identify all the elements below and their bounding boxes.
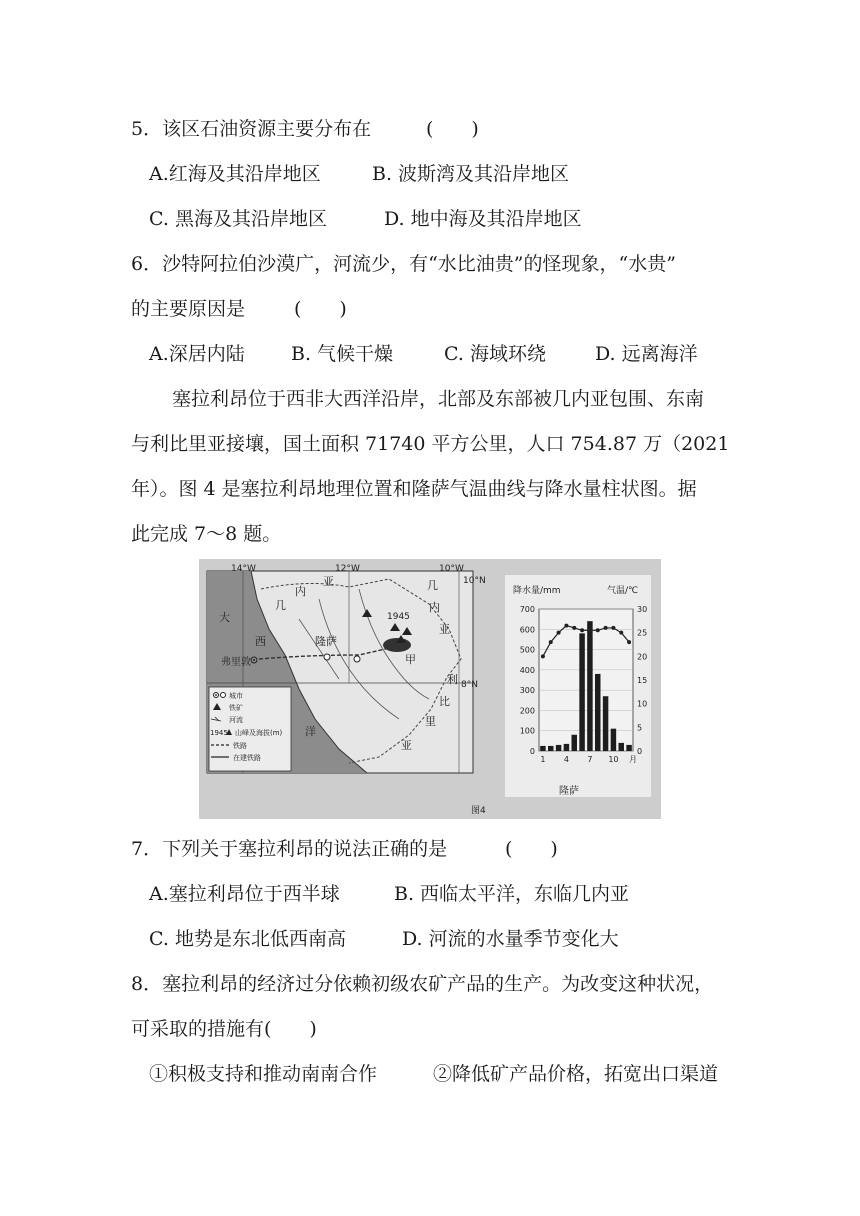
precip-bar [595, 674, 600, 751]
label-jia: 甲 [405, 653, 416, 666]
precip-bar [587, 621, 592, 751]
legend-peak-prefix: 1945 [210, 729, 228, 737]
label-guinea-east-1: 几 [427, 579, 438, 592]
precip-bar [556, 745, 561, 751]
right-tick-label: 20 [637, 652, 648, 662]
x-tick-label: 1 [540, 755, 546, 764]
q5-paren: ( ) [426, 118, 479, 140]
left-tick-label: 700 [519, 605, 535, 614]
temperature-point [572, 626, 576, 630]
passage-line4: 此完成 7～8 题。 [131, 523, 282, 545]
passage-line3: 年）。图 4 是塞拉利昂地理位置和隆萨气温曲线与降水量柱状图。据 [131, 478, 697, 500]
left-tick-label: 400 [519, 665, 535, 675]
temperature-point [588, 628, 592, 632]
label-guinea-east-3: 亚 [439, 623, 450, 636]
lon-label-14w: 14°W [231, 564, 256, 574]
left-tick-label: 500 [519, 645, 535, 655]
label-liberia-2: 比 [439, 695, 450, 708]
precip-bar [611, 729, 616, 751]
label-atlantic-2: 西 [255, 635, 266, 648]
q6-paren: ( ) [294, 298, 347, 320]
x-unit-label: 月 [629, 755, 637, 764]
left-tick-label: 600 [519, 625, 535, 635]
q5-option-c: C. 黑海及其沿岸地区 [149, 208, 327, 230]
passage-line1: 塞拉利昂位于西非大西洋沿岸，北部及东部被几内亚包围、东南 [172, 388, 705, 410]
lon-label-12w: 12°W [335, 564, 360, 574]
temperature-point [611, 626, 615, 630]
x-tick-label: 4 [563, 755, 569, 764]
label-guinea-2: 内 [295, 585, 306, 598]
right-tick-label: 5 [637, 723, 643, 733]
precip-bar [603, 696, 608, 751]
q7-option-d: D. 河流的水量季节变化大 [402, 928, 619, 950]
iron-deposit [383, 638, 411, 652]
right-tick-label: 30 [637, 605, 648, 614]
q5-option-b: B. 波斯湾及其沿岸地区 [372, 163, 570, 185]
q8-option-1: ①积极支持和推动南南合作 [149, 1063, 378, 1085]
temperature-point [557, 631, 561, 635]
q8-stem-line1: 8．塞拉利昂的经济过分依赖初级农矿产品的生产。为改变这种状况， [131, 973, 714, 995]
climate-chart [520, 605, 647, 764]
label-liberia-4: 亚 [401, 739, 412, 752]
lat-label-8n: 8°N [461, 680, 478, 690]
precip-bar [619, 743, 624, 751]
city-icon [354, 656, 360, 662]
label-freetown: 弗里敦 [221, 657, 251, 668]
precip-bar [548, 746, 553, 751]
label-atlantic-1: 大 [219, 611, 230, 624]
temperature-point [541, 654, 545, 658]
temperature-point [619, 631, 623, 635]
precip-bar [564, 744, 569, 751]
x-tick-label: 7 [587, 755, 593, 764]
label-liberia-3: 里 [425, 715, 436, 728]
legend-city: 城市 [229, 692, 243, 700]
q6-stem-line2: 的主要原因是 [131, 298, 246, 320]
label-guinea-1: 几 [275, 599, 286, 612]
precip-bar [540, 746, 545, 751]
precip-bar [572, 735, 577, 751]
left-tick-label: 100 [519, 726, 535, 736]
left-tick-label: 200 [519, 706, 535, 716]
label-guinea-east-2: 内 [429, 601, 440, 614]
temperature-point [604, 626, 608, 630]
legend-railway: 铁路 [233, 742, 247, 750]
legend-peak: 山峰及海拔(m) [235, 729, 283, 737]
q6-option-b: B. 气候干燥 [291, 343, 394, 365]
q7-option-c: C. 地势是东北低西南高 [149, 928, 346, 950]
left-tick-label: 0 [529, 747, 535, 756]
chart-title: 隆萨 [559, 786, 579, 797]
precip-bar [579, 633, 584, 751]
right-tick-label: 15 [637, 676, 648, 685]
temperature-point [549, 640, 553, 644]
legend-iron: 铁矿 [229, 704, 243, 712]
q5-option-a: A.红海及其沿岸地区 [149, 163, 321, 185]
right-tick-label: 25 [637, 628, 648, 638]
right-axis-title: 气温/℃ [607, 586, 639, 596]
figure-4-svg [199, 559, 661, 819]
label-atlantic-3: 洋 [305, 725, 316, 738]
right-tick-label: 10 [637, 699, 648, 709]
q5-option-d: D. 地中海及其沿岸地区 [384, 208, 582, 230]
precip-bar [626, 745, 631, 751]
legend-river: 河流 [229, 716, 243, 724]
q6-option-d: D. 远离海洋 [595, 343, 698, 365]
temperature-point [580, 628, 584, 632]
q6-stem-line1: 6．沙特阿拉伯沙漠广，河流少，有“水比油贵”的怪现象，“水贵” [131, 253, 676, 275]
label-guinea-3: 亚 [323, 575, 334, 588]
left-tick-label: 300 [519, 686, 535, 696]
q8-option-2: ②降低矿产品价格，拓宽出口渠道 [433, 1063, 719, 1085]
temperature-point [627, 640, 631, 644]
q5-stem: 5．该区石油资源主要分布在 [131, 118, 372, 140]
q7-option-b: B. 西临太平洋，东临几内亚 [394, 883, 630, 905]
lat-label-10n: 10°N [463, 576, 486, 586]
city-icon [324, 654, 330, 660]
peak-elevation-label: 1945 [387, 612, 410, 622]
q8-stem-line2: 可采取的措施有( ) [131, 1018, 317, 1040]
label-liberia-1: 利 [447, 673, 458, 686]
left-axis-title: 降水量/mm [513, 586, 561, 596]
right-tick-label: 0 [637, 747, 643, 756]
q7-stem: 7．下列关于塞拉利昂的说法正确的是 [131, 838, 448, 860]
q6-option-c: C. 海域环绕 [444, 343, 546, 365]
label-lunsar: 隆萨 [315, 635, 337, 648]
q7-option-a: A.塞拉利昂位于西半球 [149, 883, 340, 905]
legend-railway-under-construction: 在建铁路 [233, 754, 261, 762]
q7-paren: ( ) [505, 838, 558, 860]
lon-label-10w: 10°W [439, 564, 464, 574]
figure-caption: 图4 [471, 806, 486, 816]
temperature-point [564, 624, 568, 628]
x-tick-label: 10 [608, 755, 619, 764]
temperature-point [596, 628, 600, 632]
figure-4-photo [199, 559, 661, 819]
q6-option-a: A.深居内陆 [149, 343, 245, 365]
passage-line2: 与利比里亚接壤，国土面积 71740 平方公里，人口 754.87 万（2021 [131, 433, 730, 455]
